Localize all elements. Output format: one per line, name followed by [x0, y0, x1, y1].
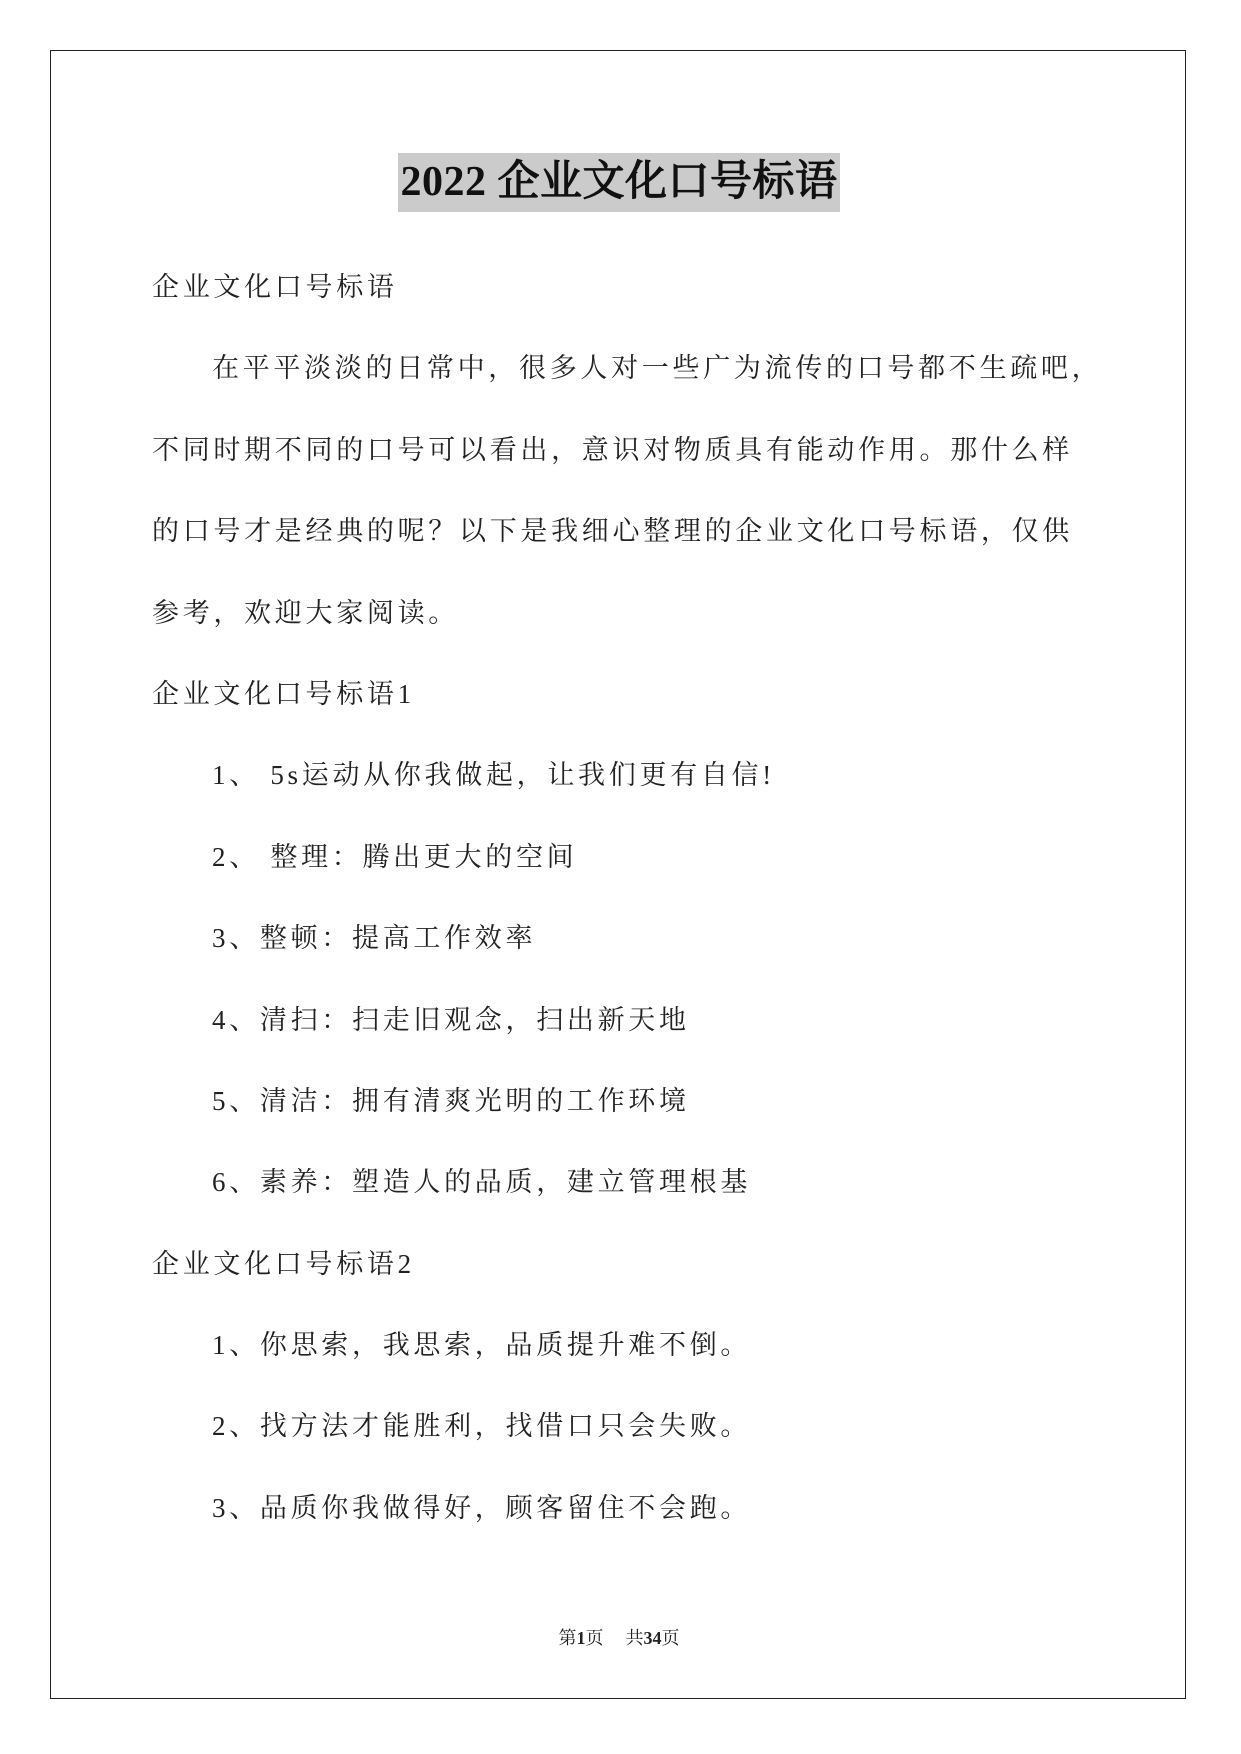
document-heading: 企业文化口号标语 — [152, 272, 398, 302]
page-suffix: 页 — [585, 1628, 604, 1648]
list-item: 3、整顿：提高工作效率 — [212, 923, 537, 954]
section-heading: 企业文化口号标语2 — [152, 1248, 415, 1279]
list-item: 2、找方法才能胜利，找借口只会失败。 — [212, 1411, 752, 1442]
list-item: 1、 5s运动从你我做起，让我们更有自信! — [212, 760, 775, 791]
intro-line: 不同时期不同的口号可以看出，意识对物质具有能动作用。那什么样 — [152, 434, 1073, 465]
list-item: 6、素养：塑造人的品质，建立管理根基 — [212, 1167, 752, 1198]
page-number: 1 — [576, 1628, 586, 1648]
document-body — [152, 247, 1172, 1549]
total-suffix: 页 — [661, 1628, 680, 1648]
intro-line: 参考，欢迎大家阅读。 — [152, 597, 459, 628]
intro-line: 在平平淡淡的日常中，很多人对一些广为流传的口号都不生疏吧， — [212, 353, 1103, 384]
intro-line: 的口号才是经典的呢？以下是我细心整理的企业文化口号标语，仅供 — [152, 516, 1073, 547]
list-item: 2、 整理：腾出更大的空间 — [212, 841, 578, 872]
page-prefix: 第 — [558, 1628, 577, 1648]
list-item: 4、清扫：扫走旧观念，扫出新天地 — [212, 1004, 690, 1035]
page-footer — [0, 1626, 1238, 1650]
list-item: 1、你思索，我思索，品质提升难不倒。 — [212, 1330, 752, 1361]
list-item: 3、品质你我做得好，顾客留住不会跑。 — [212, 1492, 752, 1523]
total-pages: 34 — [643, 1628, 662, 1648]
list-item: 5、清洁：拥有清爽光明的工作环境 — [212, 1085, 690, 1116]
document-title: 2022 企业文化口号标语 — [398, 153, 839, 212]
total-prefix: 共 — [625, 1628, 644, 1648]
title-container — [0, 153, 1238, 212]
section-heading: 企业文化口号标语1 — [152, 678, 415, 709]
